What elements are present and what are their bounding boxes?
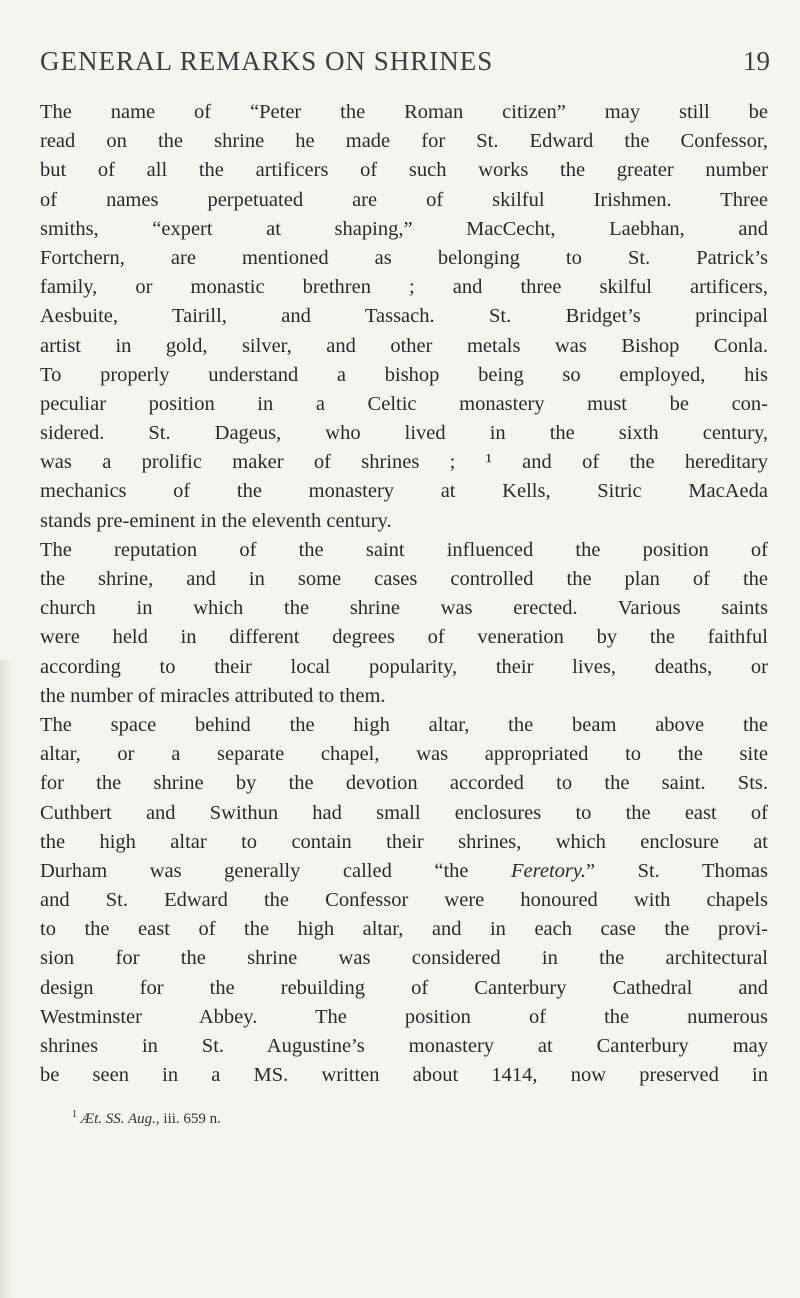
text-line: to the east of the high altar, and in each case the provi- (40, 918, 768, 941)
text-line: the shrine, and in some cases controlled the plan of the (40, 568, 768, 590)
text-line: The reputation of the saint influenced the position of (40, 538, 768, 561)
text-line: altar, or a separate chapel, was appropriated to the site (40, 743, 768, 766)
text-line-end: ” St. Thomas (585, 859, 769, 882)
page-number: 19 (743, 46, 770, 76)
text-line: design for the rebuilding of Canterbury Cathedral and (40, 976, 768, 999)
text-line: the number of miracles attributed to them. (40, 684, 386, 707)
text-line: the high altar to contain their shrines, which enclosure at (40, 830, 768, 853)
text-line: for the shrine by the devotion accorded to the saint. Sts. (40, 772, 768, 795)
text-line: be seen in a MS. written about 1414, now preserved in (40, 1064, 768, 1087)
running-head-title: GENERAL REMARKS ON SHRINES (40, 46, 494, 76)
text-line: The space behind the high altar, the beam above the (40, 713, 768, 736)
text-line: church in which the shrine was erected. Various saints (40, 597, 768, 620)
body-text (40, 98, 768, 1090)
text-line-with-italic (40, 857, 768, 886)
footnote-reference: , iii. 659 n. (155, 1111, 221, 1127)
text-line: sidered. St. Dageus, who lived in the sixth century, (40, 422, 768, 445)
text-line: Fortchern, are mentioned as belonging to St. Patrick’s (40, 246, 768, 269)
text-line: and St. Edward the Confessor were honoured with chapels (40, 889, 768, 912)
text-line: peculiar position in a Celtic monastery must be con- (40, 392, 768, 415)
text-line: read on the shrine he made for St. Edward the Confessor, (40, 130, 768, 153)
text-line: Aesbuite, Tairill, and Tassach. St. Bridget’s principal (40, 305, 768, 328)
text-line: were held in different degrees of veneration by the faithful (40, 626, 768, 649)
text-line: stands pre-eminent in the eleventh century. (40, 509, 392, 532)
text-line: according to their local popularity, their lives, deaths, or (40, 655, 768, 678)
text-line: of names perpetuated are of skilful Irishmen. Three (40, 188, 768, 211)
text-line: mechanics of the monastery at Kells, Sitric MacAeda (40, 480, 768, 503)
text-line: but of all the artificers of such works the greater number (40, 159, 768, 182)
text-line: Westminster Abbey. The position of the numerous (40, 1005, 768, 1028)
text-line: Cuthbert and Swithun had small enclosures to the east of (40, 801, 768, 824)
text-line: sion for the shrine was considered in the architectural (40, 947, 768, 970)
text-line: To properly understand a bishop being so employed, his (40, 363, 768, 386)
text-line: The name of “Peter the Roman citizen” may still be (40, 101, 768, 123)
running-head (40, 46, 770, 86)
text-line-start: Durham was generally called “the (40, 859, 512, 882)
page-binding-shadow (0, 660, 14, 1298)
text-line: was a prolific maker of shrines ; ¹ and of the hereditary (40, 451, 768, 474)
feretory-italic: Feretory. (511, 859, 586, 882)
footnote-citation: Æt. SS. Aug. (80, 1111, 156, 1127)
text-line: artist in gold, silver, and other metals was Bishop Conla. (40, 334, 768, 357)
footnote (72, 1109, 221, 1128)
footnote-mark: 1 (72, 1109, 77, 1120)
text-line: shrines in St. Augustine’s monastery at Canterbury may (40, 1035, 768, 1057)
text-line: smiths, “expert at shaping,” MacCecht, Laebhan, and (40, 217, 768, 240)
text-line: family, or monastic brethren ; and three skilful artificers, (40, 276, 768, 299)
